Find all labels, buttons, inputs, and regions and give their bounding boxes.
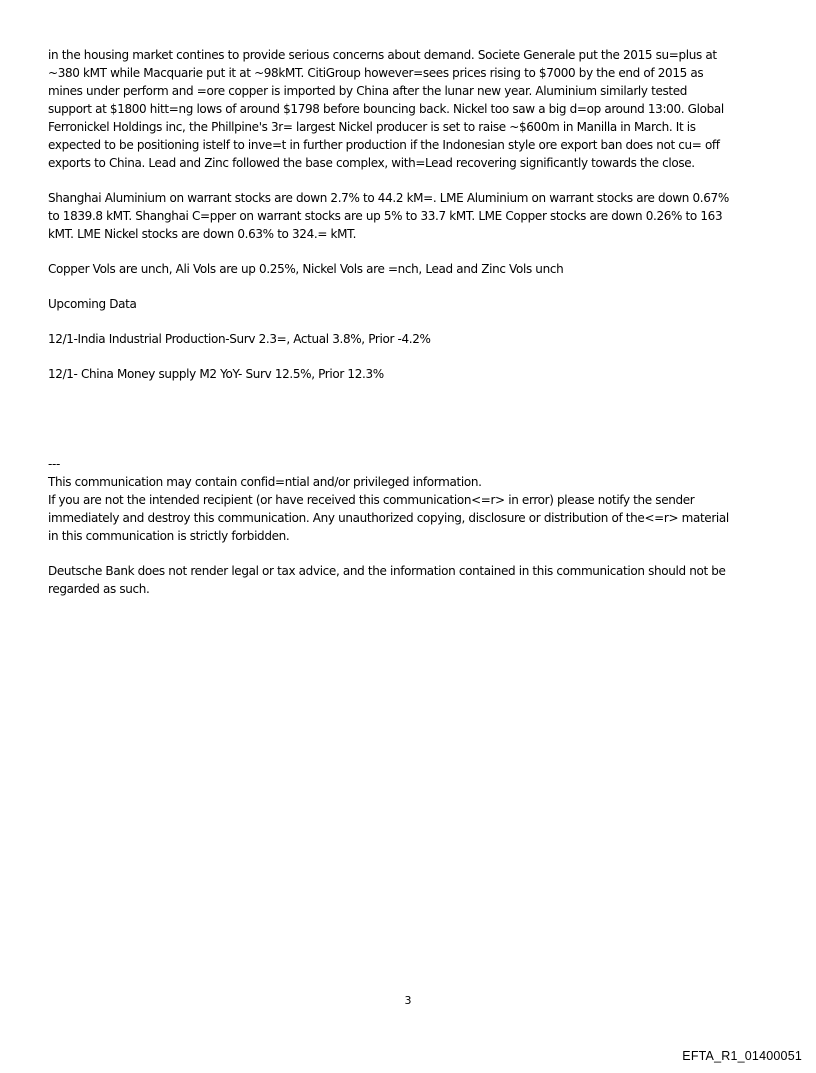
text-line: 12/1- China Money supply M2 YoY- Surv 12.5%, Prior 12.3% [48,367,384,381]
vols-line [48,260,772,278]
text-line: --- [48,457,60,471]
text-line: expected to be positioning istelf to inve=t in further production if the Indonesian style ore export ban does not cu= off [48,138,720,152]
separator-line [48,455,772,473]
text-line: 12/1-India Industrial Production-Surv 2.3=, Actual 3.8%, Prior -4.2% [48,332,431,346]
market-commentary-paragraph [48,46,772,172]
text-line: in this communication is strictly forbidden. [48,529,290,543]
text-line: to 1839.8 kMT. Shanghai C=pper on warrant stocks are up 5% to 33.7 kMT. LME Copper stocks are down 0.26% to 163 [48,209,723,223]
text-line: regarded as such. [48,582,150,596]
confidentiality-disclaimer [48,473,772,545]
text-line: support at $1800 hitt=ng lows of around $1798 before bouncing back. Nickel too saw a big d=op around 13:00. Global [48,102,724,116]
text-line: Upcoming Data [48,297,137,311]
text-line: exports to China. Lead and Zinc followed the base complex, with=Lead recovering significantly towards the close. [48,156,695,170]
text-line: If you are not the intended recipient (or have received this communication<=r> in error) please notify the sender [48,493,695,507]
document-body [48,46,772,598]
text-line: in the housing market contines to provide serious concerns about demand. Societe Generale put the 2015 su=plus at [48,48,717,62]
text-line: Shanghai Aluminium on warrant stocks are down 2.7% to 44.2 kM=. LME Aluminium on warrant stocks are down 0.67% [48,191,729,205]
text-line: Ferronickel Holdings inc, the Phillpine's 3r= largest Nickel producer is set to raise ~$600m in Manilla in March. It is [48,120,696,134]
text-line: ~380 kMT while Macquarie put it at ~98kMT. CitiGroup however=sees prices rising to $7000 by the end of 2015 as [48,66,704,80]
text-line: mines under perform and =ore copper is imported by China after the lunar new year. Aluminium similarly tested [48,84,688,98]
text-line: This communication may contain confid=ntial and/or privileged information. [48,475,482,489]
text-line: kMT. LME Nickel stocks are down 0.63% to 324.= kMT. [48,227,357,241]
text-line: Deutsche Bank does not render legal or tax advice, and the information contained in this communication should not be [48,564,726,578]
warrant-stocks-paragraph [48,189,772,243]
data-item-china [48,365,772,383]
text-line: immediately and destroy this communication. Any unauthorized copying, disclosure or distribution of the<=r> material [48,511,729,525]
text-line: Copper Vols are unch, Ali Vols are up 0.25%, Nickel Vols are =nch, Lead and Zinc Vols unch [48,262,564,276]
document-id: EFTA_R1_01400051 [682,1049,802,1063]
data-item-india [48,330,772,348]
page-number: 3 [404,994,412,1007]
legal-advice-disclaimer [48,562,772,598]
upcoming-data-heading [48,295,772,313]
